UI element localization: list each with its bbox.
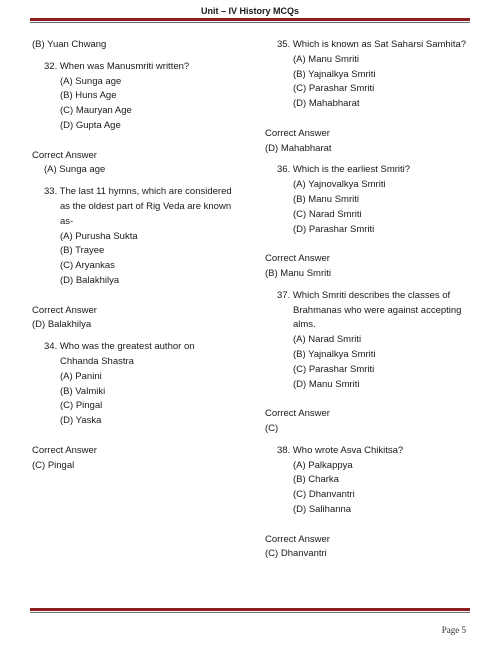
option: (A) Narad Smriti (293, 334, 362, 346)
option: (C) Dhanvantri (293, 489, 355, 501)
option: (D) Salihanna (293, 503, 352, 515)
page-header-title: Unit – IV History MCQs (200, 6, 299, 16)
question-text: Brahmanas who were against accepting (293, 304, 462, 316)
question-text: 33. The last 11 hymns, which are considered (44, 186, 232, 198)
option: (B) Manu Smriti (293, 193, 359, 205)
question-36 (265, 163, 480, 281)
correct-answer-label: Correct Answer (265, 127, 330, 139)
correct-answer: (C) Dhanvantri (265, 548, 327, 560)
question-37 (265, 289, 480, 437)
question-text: 37. Which Smriti describes the classes of (277, 289, 451, 301)
question-32 (32, 60, 252, 178)
correct-answer: (C) (265, 422, 279, 434)
correct-answer-label: Correct Answer (32, 304, 97, 316)
option: (D) Yaska (60, 415, 102, 427)
option: (C) Parashar Smriti (293, 363, 375, 375)
right-column (265, 38, 480, 562)
correct-answer: (D) Balakhilya (32, 319, 92, 331)
question-34 (32, 340, 252, 473)
option: (B) Huns Age (60, 90, 117, 102)
question-35 (265, 38, 480, 156)
option: (C) Narad Smriti (293, 208, 362, 220)
option: (C) Aryankas (60, 260, 115, 272)
correct-answer: (A) Sunga age (44, 164, 106, 176)
option: (C) Parashar Smriti (293, 83, 375, 95)
question-text: alms. (293, 319, 316, 331)
question-text: Chhanda Shastra (60, 355, 134, 367)
option: (A) Sunga age (60, 75, 122, 87)
correct-answer-label: Correct Answer (265, 533, 330, 545)
question-33 (32, 185, 252, 333)
option: (D) Gupta Age (60, 119, 121, 131)
left-column (32, 38, 252, 473)
correct-answer-label: Correct Answer (32, 149, 97, 161)
option: (A) Panini (60, 370, 102, 382)
option: (D) Parashar Smriti (293, 223, 375, 235)
option: (A) Purusha Sukta (60, 230, 138, 242)
correct-answer: (D) Mahabharat (265, 142, 332, 154)
option: (D) Manu Smriti (293, 378, 360, 390)
option: (A) Yajnovalkya Smriti (293, 179, 386, 191)
option: (C) Mauryan Age (60, 105, 132, 117)
question-text: as the oldest part of Rig Veda are known (60, 200, 232, 212)
previous-answer: (B) Yuan Chwang (32, 39, 107, 50)
option: (B) Valmiki (60, 385, 106, 397)
option: (D) Balakhilya (60, 274, 120, 286)
option: (B) Trayee (60, 245, 105, 257)
header-rule (30, 18, 470, 23)
question-text: 32. When was Manusmriti written? (44, 60, 190, 72)
option: (B) Charka (293, 474, 339, 486)
option: (C) Pingal (60, 400, 103, 412)
option: (B) Yajnalkya Smriti (293, 348, 376, 360)
correct-answer: (C) Pingal (32, 459, 75, 471)
correct-answer-label: Correct Answer (265, 408, 330, 420)
option: (D) Mahabharat (293, 98, 360, 110)
option: (A) Manu Smriti (293, 53, 359, 65)
correct-answer-label: Correct Answer (265, 253, 330, 265)
question-text: 34. Who was the greatest author on (44, 341, 195, 353)
option: (A) Palkappya (293, 459, 353, 471)
page-number: Page 5 (441, 625, 466, 635)
footer-rule (30, 608, 470, 613)
correct-answer-label: Correct Answer (32, 444, 97, 456)
question-text: as- (60, 215, 74, 227)
question-text: 36. Which is the earliest Smriti? (277, 164, 411, 176)
option: (B) Yajnalkya Smriti (293, 68, 376, 80)
correct-answer: (B) Manu Smriti (265, 267, 331, 279)
question-text: 35. Which is known as Sat Saharsi Samhita? (277, 39, 467, 50)
question-38 (265, 444, 480, 562)
question-text: 38. Who wrote Asva Chikitsa? (277, 444, 404, 456)
